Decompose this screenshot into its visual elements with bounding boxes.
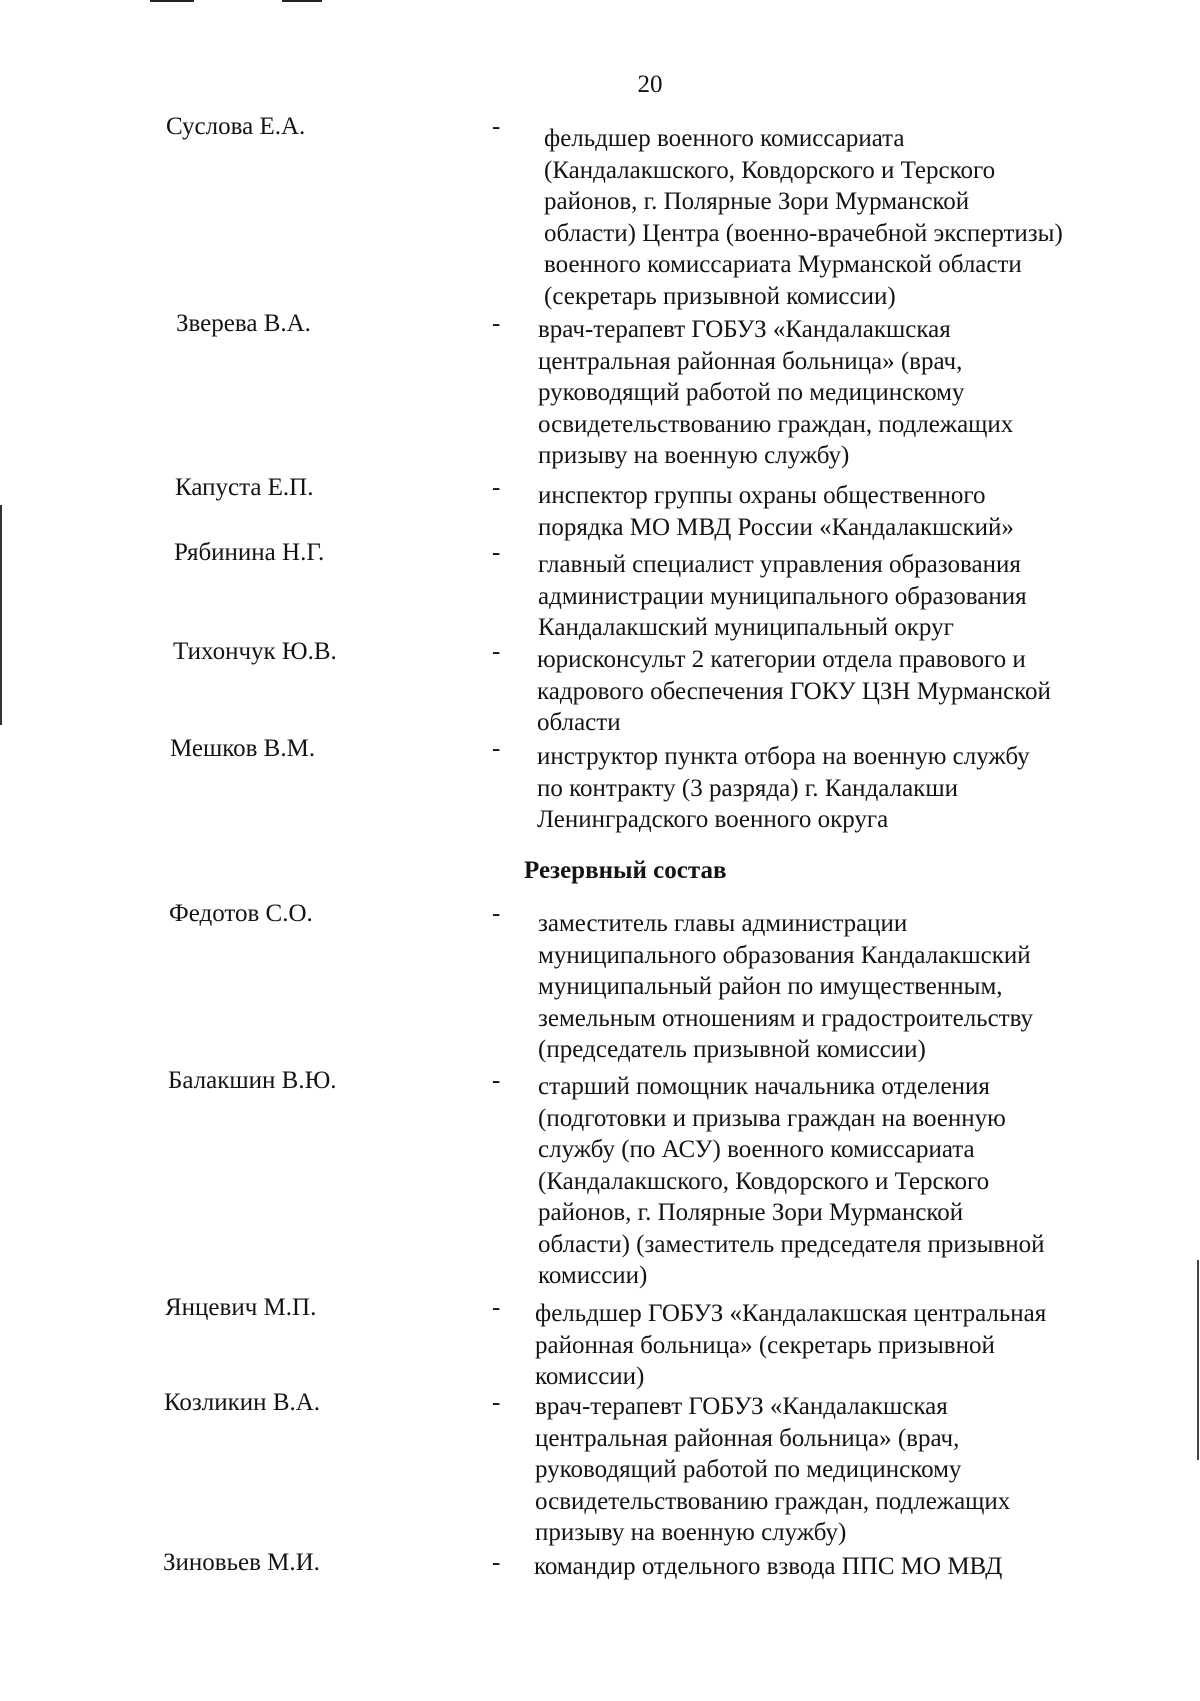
scan-edge-mark-left (0, 505, 2, 725)
member-name: Тихончук Ю.В. (173, 638, 337, 665)
description-line: призыву на военную службу) (535, 1519, 847, 1546)
description-line: по контракту (3 разряда) г. Кандалакши (537, 774, 958, 802)
member-name: Суслова Е.А. (166, 113, 306, 140)
description-line: районов, г. Полярные Зори Мурманской (538, 1199, 964, 1226)
description-line: фельдшер ГОБУЗ «Кандалакшская центральная (535, 1300, 1047, 1327)
description-line: (секретарь призывной комиссии) (544, 282, 896, 310)
description-line: инспектор группы охраны общественного (538, 482, 986, 509)
description-line: администрации муниципального образования (538, 582, 1027, 610)
description-line: Ленинградского военного округа (537, 806, 889, 833)
description-line: службу (по АСУ) военного комиссариата (538, 1136, 975, 1163)
description-line: руководящий работой по медицинскому (535, 1456, 962, 1483)
description-line: Кандалакшский муниципальный округ (538, 614, 954, 641)
member-dash: - (492, 310, 501, 337)
description-line: фельдшер военного комиссариата (544, 125, 905, 152)
description-line: комиссии) (535, 1363, 645, 1390)
member-description (544, 123, 1063, 312)
description-line: освидетельствованию граждан, подлежащих (535, 1487, 1011, 1515)
description-line: (Кандалакшского, Ковдорского и Терского (538, 1167, 990, 1195)
description-line: врач-терапевт ГОБУЗ «Кандалакшская (535, 1393, 948, 1420)
member-dash: - (492, 1549, 501, 1576)
member-description (534, 1551, 1002, 1583)
description-line: командир отдельного взвода ППС МО МВД (534, 1553, 1003, 1580)
description-line: муниципальный район по имущественным, (538, 973, 1003, 1000)
member-description (538, 1071, 1044, 1292)
reserve-section-heading: Резервный состав (524, 857, 727, 884)
member-description (538, 549, 1027, 644)
scan-edge-mark-top-center (282, 0, 322, 2)
description-line: главный специалист управления образования (538, 551, 1021, 578)
description-line: кадрового обеспечения ГОКУ ЦЗН Мурманской (537, 677, 1051, 705)
member-dash: - (492, 900, 501, 927)
description-line: (подготовки и призыва граждан на военную (538, 1104, 1006, 1132)
member-name: Балакшин В.Ю. (168, 1067, 337, 1094)
description-line: врач-терапевт ГОБУЗ «Кандалакшская (538, 316, 951, 343)
description-line: инструктор пункта отбора на военную службу (537, 743, 1030, 770)
member-name: Зверева В.А. (176, 310, 311, 337)
member-name: Капуста Е.П. (175, 474, 314, 501)
member-name: Зиновьев М.И. (163, 1549, 320, 1576)
member-dash: - (492, 474, 501, 501)
member-dash: - (492, 113, 501, 140)
description-line: юрисконсульт 2 категории отдела правового и (537, 646, 1026, 673)
description-line: (председатель призывной комиссии) (538, 1036, 926, 1063)
description-line: заместитель главы администрации (538, 910, 908, 937)
description-line: призыву на военную службу) (538, 442, 850, 469)
description-line: центральная районная больница» (врач, (535, 1424, 960, 1452)
description-line: руководящий работой по медицинскому (538, 379, 965, 406)
member-description (535, 1298, 1046, 1393)
member-description (538, 314, 1013, 472)
member-name: Федотов С.О. (169, 900, 313, 927)
member-dash: - (492, 1294, 501, 1321)
description-line: области) Центра (военно-врачебной экспертизы) (544, 219, 1063, 247)
description-line: комиссии) (538, 1262, 648, 1289)
description-line: районов, г. Полярные Зори Мурманской (544, 188, 970, 215)
member-dash: - (492, 1389, 501, 1416)
member-name: Козликин В.А. (164, 1389, 321, 1416)
member-description (537, 741, 1030, 836)
member-dash: - (492, 638, 501, 665)
member-dash: - (492, 735, 501, 762)
description-line: области (537, 709, 621, 736)
scan-edge-mark-top-left (150, 0, 194, 2)
member-name: Рябинина Н.Г. (174, 539, 325, 566)
member-description (537, 644, 1051, 739)
member-dash: - (492, 539, 501, 566)
description-line: порядка МО МВД России «Кандалакшский» (538, 513, 1014, 541)
member-name: Мешков В.М. (170, 735, 316, 762)
page-number: 20 (637, 71, 663, 98)
description-line: старший помощник начальника отделения (538, 1073, 990, 1100)
description-line: (Кандалакшского, Ковдорского и Терского (544, 156, 996, 184)
description-line: земельным отношениям и градостроительству (538, 1004, 1034, 1032)
member-description (535, 1391, 1010, 1549)
description-line: муниципального образования Кандалакшский (538, 941, 1031, 969)
description-line: центральная районная больница» (врач, (538, 347, 963, 375)
description-line: освидетельствованию граждан, подлежащих (538, 410, 1014, 438)
description-line: районная больница» (секретарь призывной (535, 1331, 995, 1359)
description-line: области) (заместитель председателя призывной (538, 1230, 1045, 1258)
scan-edge-mark-right (1197, 1260, 1199, 1460)
member-dash: - (492, 1067, 501, 1094)
member-name: Янцевич М.П. (165, 1294, 317, 1321)
description-line: военного комиссариата Мурманской области (544, 251, 1022, 278)
member-description (538, 480, 1014, 543)
member-description (538, 908, 1033, 1066)
